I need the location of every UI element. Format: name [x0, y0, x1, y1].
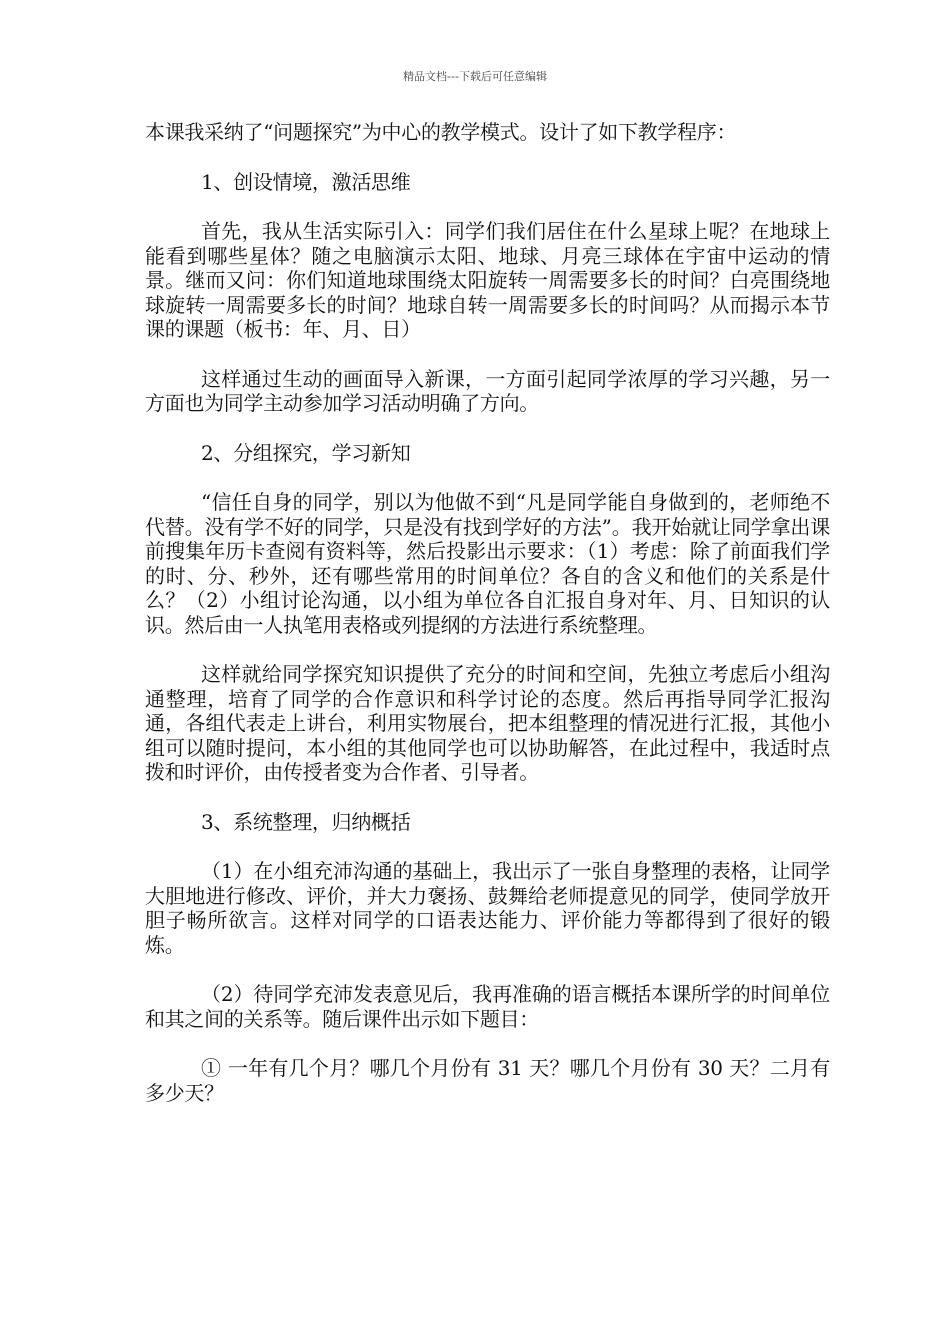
section-heading-3: 3、系统整理，归纳概括 [201, 809, 411, 834]
paragraph: （1）在小组充沛沟通的基础上，我出示了一张自身整理的表格，让同学大胆地进行修改、评价，并大力褒扬、鼓舞给老师提意见的同学，使同学放开胆子畅所欲言。这样对同学的口语表达能力、评价能力等都得到了很好的锻炼。 [145, 859, 830, 957]
page-header: 精品文档---下载后可任意编辑 [403, 70, 547, 83]
question-item: ① 一年有几个月？哪几个月份有 31 天？哪几个月份有 30 天？二月有多少天？ [145, 1056, 830, 1105]
section-heading-1: 1、创设情境，激活思维 [201, 169, 411, 194]
document-body [145, 120, 830, 1130]
intro-paragraph: 本课我采纳了“问题探究”为中心的教学模式。设计了如下教学程序： [145, 120, 737, 144]
paragraph: 首先，我从生活实际引入：同学们我们居住在什么星球上呢？在地球上能看到哪些星体？随之电脑演示太阳、地球、月亮三球体在宇宙中运动的情景。继而又问：你们知道地球围绕太阳旋转一周需要多长的时间？白亮围绕地球旋转一周需要多长的时间？地球自转一周需要多长的时间吗？从而揭示本节课的课题（板书：年、月、日） [145, 219, 830, 341]
paragraph: 这样通过生动的画面导入新课，一方面引起同学浓厚的学习兴趣，另一方面也为同学主动参加学习活动明确了方向。 [145, 366, 830, 415]
paragraph: “信任自身的同学，别以为他做不到“凡是同学能自身做到的，老师绝不代替。没有学不好的同学，只是没有找到学好的方法”。我开始就让同学拿出课前搜集年历卡查阅有资料等，然后投影出示要求：（1）考虑：除了前面我们学的时、分、秒外，还有哪些常用的时间单位？各自的含义和他们的关系是什么？（2）小组讨论沟通，以小组为单位各自汇报自身对年、月、日知识的认识。然后由一人执笔用表格或列提纲的方法进行系统整理。 [145, 490, 830, 637]
paragraph: 这样就给同学探究知识提供了充分的时间和空间，先独立考虑后小组沟通整理，培育了同学的合作意识和科学讨论的态度。然后再指导同学汇报沟通，各组代表走上讲台，利用实物展台，把本组整理的情况进行汇报，其他小组可以随时提问，本小组的其他同学也可以协助解答，在此过程中，我适时点拨和时评价，由传授者变为合作者、引导者。 [145, 662, 830, 784]
paragraph: （2）待同学充沛发表意见后，我再准确的语言概括本课所学的时间单位和其之间的关系等。随后课件出示如下题目： [145, 982, 830, 1031]
section-heading-2: 2、分组探究，学习新知 [201, 440, 411, 465]
